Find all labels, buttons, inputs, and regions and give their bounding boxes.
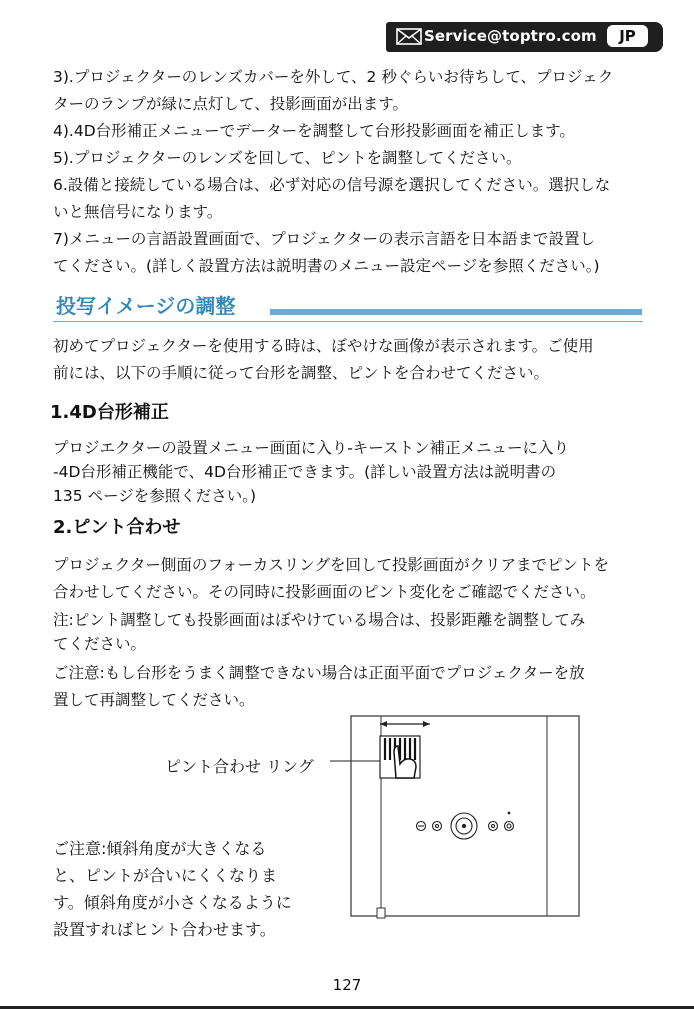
figure-caption: ご注意:傾斜角度が大きくなる と、ピントが合いにくくなりま す。傾斜角度が小さくなるように 設置すればヒント合わせます。 xyxy=(53,839,292,939)
page-number: 127 xyxy=(332,976,362,994)
title-underline xyxy=(53,321,643,322)
focus-note: 注:ピント調整しても投影画面はぼやけている場合は、投影距離を調整してみ てください。 xyxy=(53,611,586,653)
keystone-body: プロジエクターの設置メニュー画面に入り-キーストン補正メニューに入り -4D台形補正機能で、4D台形補正できます。(詳しい設置方法は説明書の 135 ページを参照ください。) xyxy=(53,439,570,505)
projector-diagram xyxy=(330,712,590,922)
step-3: 3).プロジェクターのレンズカバーを外して、2 秒ぐらいお待ちして、プロジェク ターのランプが緑に点灯して、投影画面が出ます。 xyxy=(53,68,614,113)
focus-body: プロジェクター側面のフォーカスリングを回して投影画面がクリアまでピントを 合わせしてください。その同時に投影画面のピント変化をご確認でください。 xyxy=(53,556,609,601)
focus-caution: ご注意:もし台形をうまく調整できない場合は正面平面でプロジェクターを放 置して再調整してください。 xyxy=(53,664,585,709)
contact-badge xyxy=(386,22,663,52)
envelope-icon xyxy=(396,28,422,45)
service-email[interactable]: Service@toptro.com xyxy=(424,27,597,45)
section-title: 投写イメージの調整 xyxy=(56,294,236,318)
step-7: 7)メニューの言語設置画面で、プロジェクターの表示言語を日本語まで設置し てください。(詳しく設置方法は説明書のメニュー設定ページを参照ください。) xyxy=(53,230,600,275)
language-badge xyxy=(607,25,648,47)
title-accent-bar xyxy=(270,309,642,315)
language-code: JP xyxy=(619,27,636,45)
step-4: 4).4D台形補正メニューでデーターを調整して台形投影画面を補正します。 xyxy=(53,122,575,140)
section-intro: 初めてプロジェクターを使用する時は、ぼやけな画像が表示されます。ご使用 前には、以下の手順に従って台形を調整、ピントを合わせてください。 xyxy=(53,337,594,382)
focus-heading: 2.ピント合わせ xyxy=(53,517,181,538)
keystone-heading: 1.4D台形補正 xyxy=(50,402,169,423)
step-6: 6.設備と接続している場合は、必ず対応の信号源を選択してください。選択しな いと無信号になります。 xyxy=(53,176,611,221)
control-buttons xyxy=(417,812,514,839)
step-5: 5).プロジェクターのレンズを回して、ピントを調整してください。 xyxy=(53,149,522,167)
focus-ring-label: ピント合わせ リング xyxy=(165,757,314,776)
